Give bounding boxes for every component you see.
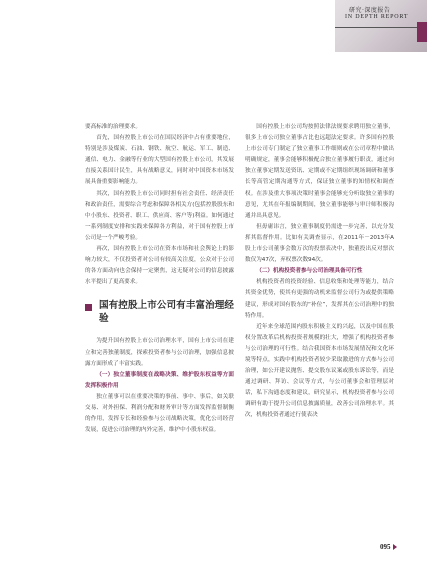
subheading: （一）独立董事制度在战略决策、维护股东权益等方面发挥积极作用 (85, 371, 234, 389)
left-column (85, 122, 234, 436)
section-label-cn: 研究·深度报告 (349, 7, 391, 14)
paragraph: 但毋庸讳言，独立董事制度仍需进一步完善，以充分发挥其监督作用。比如有关调查显示，在2011年－2013年A股上市公司董事会数万次的投票表决中，独董投出反对票次数仅为47次，弃权票次数94次。 (245, 223, 394, 264)
paragraph: 独立董事可以在重要决策的事前、事中、事后，如关联交易、对外担保、利润分配和财务审计等方面发挥监督制衡的作用，发挥专长和经验参与公司战略决策，优化公司经营发展，促进公司治理的内外完善，维护中小股东权益。 (85, 393, 234, 434)
paragraph: 要高标准的治理要求。 (85, 124, 141, 130)
header-divider (335, 27, 417, 28)
page-number-text: 095 (380, 543, 391, 551)
page-header (335, 0, 427, 52)
section-square-marker (85, 304, 92, 311)
paragraph: 近年来全球范围内股东积极主义的兴起，以及中国在股权分置改革后机构投资者规模的壮大，增强了机构投资者参与公司治理的可行性。结合我国资本市场发展情况和文化环境等特点，实践中机构投资者较少采取激进的方式参与公司治理，如公开建议抛售、提交股东议案或股东诉讼等，而是通过调研、拜访、会议等方式，与公司董事会和管理层对话，私下沟通态度和建议，研究显示，机构投资者参与公司调研有助于提升公司信息披露质量，改善公司治理水平。其次，机构投资者通过行使表决 (245, 323, 394, 419)
paragraph: 为提升国有控股上市公司治理水平，国有上市公司在建立和完善独董制度，探索投资者参与公司治理，加强信息披露方面形成了丰富实践。 (85, 338, 234, 367)
paragraph: 其次，国有控股上市公司同时担有社会责任、经济责任和政治责任，需要综合考虑和保障各相关方(包括控股股东和中小股东、投资者、职工、供应商、客户等)利益。如何通过一系列制度安排和实践来保障各方利益，对于国有控股上市公司是一个严峻考验。 (85, 190, 234, 241)
section-heading-text: 国有控股上市公司有丰富治理经验 (99, 300, 234, 325)
section-label-en: IN DEPTH REPORT (345, 14, 409, 20)
page-number (380, 543, 397, 551)
right-column (245, 122, 394, 422)
section-heading (85, 299, 234, 325)
paragraph: 国有控股上市公司均按照法律法规要求聘用独立董事，很多上市公司独立董事占比也远超法定要求。许多国有控股上市公司专门制定了独立董事工作细则或在公司章程中做出明确规定，董事会能够积极配合独立董事履行职责，通过向独立董事定期发送资讯、定期或不定期组织现场调研和董事长等高管定期沟通等方式，保证独立董事的知情权和调查权。在涉及重大事项决策时董事会能够充分听取独立董事的意见，尤其在年报编制期间，独立董事能够与审计师积极沟通并出具意见。 (245, 124, 394, 219)
page-number-arrow-icon (393, 544, 397, 550)
paragraph: 机构投资者的投资经验、信息收集和处理等能力，结合其资金优势，使其有更强的动机来监督公司行为或提供策略建议，形成对国有股东的“补位”，发挥其在公司治理中的独特作用。 (245, 279, 394, 319)
header-accent-block (417, 22, 427, 42)
paragraph: 首先，国有控股上市公司在国民经济中占有重要地位，特别是涉及煤炭、石油、钢铁、航空、航运、军工、制造、通信、电力、金融等行业的大型国有控股上市公司，其发展直接关系国计民生，具有战略意义，同时对中国资本市场发展具备重要影响能力。 (85, 135, 234, 186)
subheading: （二）机构投资者参与公司治理具备可行性 (256, 268, 363, 275)
paragraph: 再次，国有控股上市公司在资本市场和社会舆论上的影响力较大，不仅投资者对公司有较高关注度，公众对于公司的各方面动向也会保持一定聚焦，这无疑对公司的信息披露水平提出了更高要求。 (85, 246, 234, 286)
